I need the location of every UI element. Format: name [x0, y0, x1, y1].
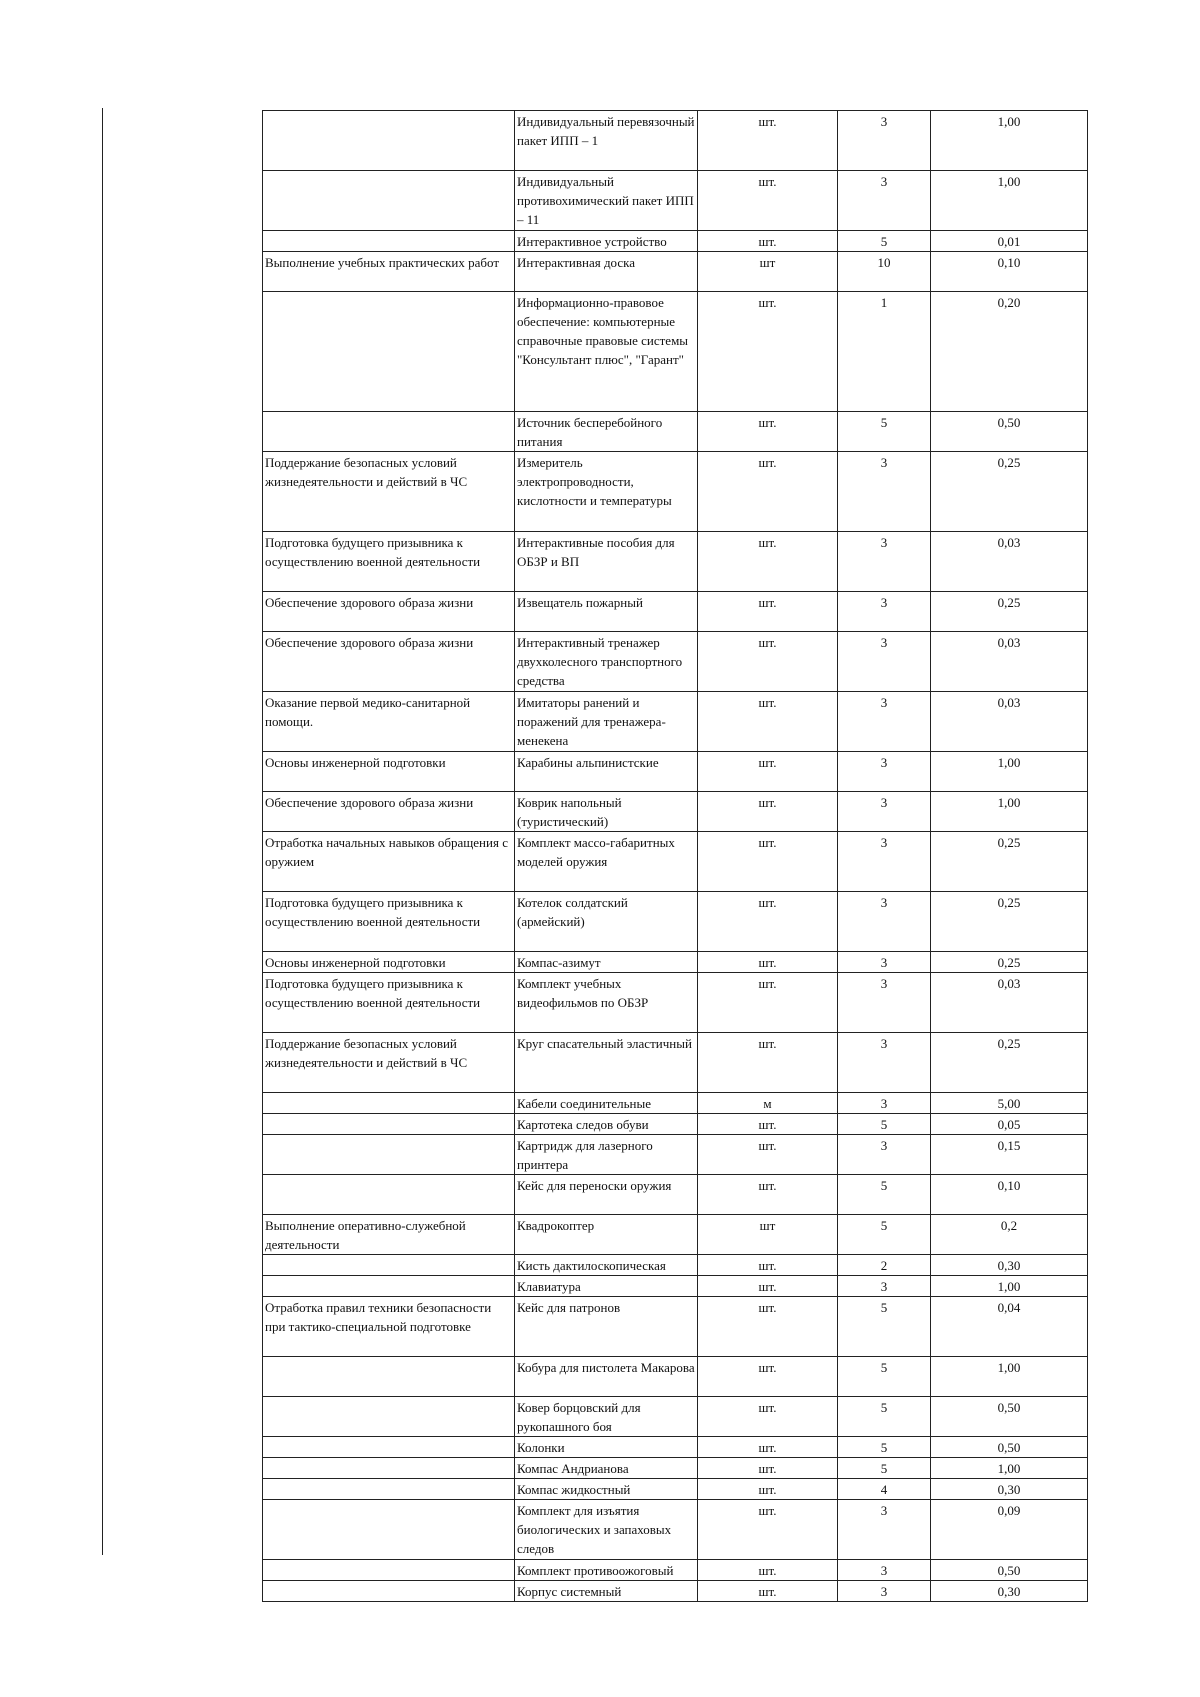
value-cell: 0,30 — [931, 1581, 1088, 1602]
purpose-cell: Подготовка будущего призывника к осуществлению военной деятельности — [263, 973, 515, 1033]
unit-cell: шт. — [698, 1479, 838, 1500]
table-row — [263, 952, 1088, 973]
item-name-cell: Картридж для лазерного принтера — [515, 1135, 698, 1175]
unit-cell: шт. — [698, 1033, 838, 1093]
purpose-cell: Обеспечение здорового образа жизни — [263, 632, 515, 692]
table-row — [263, 1135, 1088, 1175]
item-name-cell: Имитаторы ранений и поражений для тренажера-менекена — [515, 692, 698, 752]
item-name-cell: Индивидуальный противохимический пакет ИПП – 11 — [515, 171, 698, 231]
purpose-cell: Основы инженерной подготовки — [263, 752, 515, 792]
table-row — [263, 692, 1088, 752]
table-row — [263, 1093, 1088, 1114]
quantity-cell: 5 — [838, 1215, 931, 1255]
unit-cell: м — [698, 1093, 838, 1114]
quantity-cell: 3 — [838, 1276, 931, 1297]
table-row — [263, 171, 1088, 231]
item-name-cell: Коврик напольный (туристический) — [515, 792, 698, 832]
quantity-cell: 3 — [838, 452, 931, 532]
value-cell: 0,50 — [931, 412, 1088, 452]
purpose-cell — [263, 111, 515, 171]
unit-cell: шт — [698, 1215, 838, 1255]
quantity-cell: 3 — [838, 1560, 931, 1581]
quantity-cell: 3 — [838, 1033, 931, 1093]
unit-cell: шт. — [698, 1581, 838, 1602]
value-cell: 0,10 — [931, 1175, 1088, 1215]
item-name-cell: Интерактивные пособия для ОБЗР и ВП — [515, 532, 698, 592]
purpose-cell: Отработка правил техники безопасности при тактико-специальной подготовке — [263, 1297, 515, 1357]
table-row — [263, 1215, 1088, 1255]
item-name-cell: Интерактивное устройство — [515, 231, 698, 252]
value-cell: 0,03 — [931, 632, 1088, 692]
table-row — [263, 892, 1088, 952]
item-name-cell: Ковер борцовский для рукопашного боя — [515, 1397, 698, 1437]
table-row — [263, 1357, 1088, 1397]
value-cell: 0,04 — [931, 1297, 1088, 1357]
item-name-cell: Колонки — [515, 1437, 698, 1458]
item-name-cell: Компас-азимут — [515, 952, 698, 973]
table-row — [263, 1560, 1088, 1581]
item-name-cell: Измеритель электропроводности, кислотности и температуры — [515, 452, 698, 532]
quantity-cell: 3 — [838, 973, 931, 1033]
value-cell: 5,00 — [931, 1093, 1088, 1114]
quantity-cell: 4 — [838, 1479, 931, 1500]
item-name-cell: Клавиатура — [515, 1276, 698, 1297]
table-row — [263, 1255, 1088, 1276]
unit-cell: шт. — [698, 1458, 838, 1479]
quantity-cell: 5 — [838, 231, 931, 252]
table-row — [263, 592, 1088, 632]
unit-cell: шт. — [698, 1255, 838, 1276]
unit-cell: шт. — [698, 752, 838, 792]
item-name-cell: Квадрокоптер — [515, 1215, 698, 1255]
value-cell: 0,30 — [931, 1479, 1088, 1500]
value-cell: 0,25 — [931, 1033, 1088, 1093]
table-row — [263, 1397, 1088, 1437]
quantity-cell: 3 — [838, 592, 931, 632]
purpose-cell — [263, 1581, 515, 1602]
unit-cell: шт. — [698, 952, 838, 973]
item-name-cell: Кейс для патронов — [515, 1297, 698, 1357]
unit-cell: шт. — [698, 1560, 838, 1581]
value-cell: 0,50 — [931, 1437, 1088, 1458]
item-name-cell: Интерактивная доска — [515, 252, 698, 292]
value-cell: 0,25 — [931, 452, 1088, 532]
quantity-cell: 2 — [838, 1255, 931, 1276]
purpose-cell: Выполнение учебных практических работ — [263, 252, 515, 292]
table-row — [263, 792, 1088, 832]
item-name-cell: Индивидуальный перевязочный пакет ИПП – 1 — [515, 111, 698, 171]
quantity-cell: 5 — [838, 1437, 931, 1458]
unit-cell: шт. — [698, 1175, 838, 1215]
purpose-cell: Основы инженерной подготовки — [263, 952, 515, 973]
value-cell: 1,00 — [931, 792, 1088, 832]
purpose-cell: Обеспечение здорового образа жизни — [263, 592, 515, 632]
item-name-cell: Кейс для переноски оружия — [515, 1175, 698, 1215]
value-cell: 0,25 — [931, 952, 1088, 973]
purpose-cell — [263, 1114, 515, 1135]
item-name-cell: Котелок солдатский (армейский) — [515, 892, 698, 952]
unit-cell: шт. — [698, 592, 838, 632]
value-cell: 0,03 — [931, 532, 1088, 592]
quantity-cell: 3 — [838, 892, 931, 952]
table-row — [263, 832, 1088, 892]
unit-cell: шт. — [698, 1500, 838, 1560]
item-name-cell: Круг спасательный эластичный — [515, 1033, 698, 1093]
value-cell: 0,50 — [931, 1560, 1088, 1581]
value-cell: 0,2 — [931, 1215, 1088, 1255]
purpose-cell: Подготовка будущего призывника к осуществлению военной деятельности — [263, 892, 515, 952]
table-row — [263, 1581, 1088, 1602]
value-cell: 0,15 — [931, 1135, 1088, 1175]
unit-cell: шт — [698, 252, 838, 292]
purpose-cell — [263, 1458, 515, 1479]
table-row — [263, 532, 1088, 592]
item-name-cell: Извещатель пожарный — [515, 592, 698, 632]
value-cell: 0,25 — [931, 892, 1088, 952]
quantity-cell: 1 — [838, 292, 931, 412]
value-cell: 1,00 — [931, 752, 1088, 792]
purpose-cell — [263, 1276, 515, 1297]
quantity-cell: 5 — [838, 412, 931, 452]
purpose-cell — [263, 292, 515, 412]
purpose-cell — [263, 1255, 515, 1276]
purpose-cell — [263, 231, 515, 252]
item-name-cell: Комплект учебных видеофильмов по ОБЗР — [515, 973, 698, 1033]
purpose-cell — [263, 1357, 515, 1397]
quantity-cell: 3 — [838, 1581, 931, 1602]
table-row — [263, 1500, 1088, 1560]
equipment-table — [262, 110, 1088, 1602]
quantity-cell: 3 — [838, 752, 931, 792]
item-name-cell: Компас жидкостный — [515, 1479, 698, 1500]
purpose-cell: Поддержание безопасных условий жизнедеятельности и действий в ЧС — [263, 1033, 515, 1093]
purpose-cell — [263, 1135, 515, 1175]
item-name-cell: Кобура для пистолета Макарова — [515, 1357, 698, 1397]
quantity-cell: 3 — [838, 1093, 931, 1114]
item-name-cell: Картотека следов обуви — [515, 1114, 698, 1135]
purpose-cell — [263, 171, 515, 231]
table-row — [263, 111, 1088, 171]
equipment-table-body — [263, 111, 1088, 1602]
item-name-cell: Интерактивный тренажер двухколесного транспортного средства — [515, 632, 698, 692]
table-row — [263, 1297, 1088, 1357]
table-row — [263, 1175, 1088, 1215]
unit-cell: шт. — [698, 1114, 838, 1135]
item-name-cell: Кабели соединительные — [515, 1093, 698, 1114]
item-name-cell: Кисть дактилоскопическая — [515, 1255, 698, 1276]
quantity-cell: 3 — [838, 171, 931, 231]
table-row — [263, 452, 1088, 532]
quantity-cell: 5 — [838, 1458, 931, 1479]
value-cell: 0,03 — [931, 692, 1088, 752]
quantity-cell: 10 — [838, 252, 931, 292]
value-cell: 0,25 — [931, 832, 1088, 892]
purpose-cell — [263, 1093, 515, 1114]
value-cell: 0,20 — [931, 292, 1088, 412]
quantity-cell: 3 — [838, 952, 931, 973]
table-row — [263, 412, 1088, 452]
unit-cell: шт. — [698, 171, 838, 231]
table-row — [263, 1033, 1088, 1093]
purpose-cell — [263, 412, 515, 452]
table-row — [263, 1276, 1088, 1297]
item-name-cell: Комплект массо-габаритных моделей оружия — [515, 832, 698, 892]
value-cell: 1,00 — [931, 1357, 1088, 1397]
table-row — [263, 292, 1088, 412]
purpose-cell — [263, 1175, 515, 1215]
quantity-cell: 3 — [838, 792, 931, 832]
value-cell: 0,01 — [931, 231, 1088, 252]
quantity-cell: 3 — [838, 832, 931, 892]
table-row — [263, 632, 1088, 692]
value-cell: 0,50 — [931, 1397, 1088, 1437]
table-row — [263, 752, 1088, 792]
purpose-cell — [263, 1437, 515, 1458]
purpose-cell — [263, 1560, 515, 1581]
unit-cell: шт. — [698, 832, 838, 892]
value-cell: 1,00 — [931, 1458, 1088, 1479]
purpose-cell: Выполнение оперативно-служебной деятельности — [263, 1215, 515, 1255]
item-name-cell: Комплект для изъятия биологических и запаховых следов — [515, 1500, 698, 1560]
quantity-cell: 5 — [838, 1175, 931, 1215]
quantity-cell: 3 — [838, 111, 931, 171]
table-row — [263, 231, 1088, 252]
purpose-cell: Отработка начальных навыков обращения с оружием — [263, 832, 515, 892]
value-cell: 0,30 — [931, 1255, 1088, 1276]
unit-cell: шт. — [698, 973, 838, 1033]
item-name-cell: Компас Андрианова — [515, 1458, 698, 1479]
quantity-cell: 5 — [838, 1297, 931, 1357]
value-cell: 0,05 — [931, 1114, 1088, 1135]
table-row — [263, 1479, 1088, 1500]
unit-cell: шт. — [698, 892, 838, 952]
unit-cell: шт. — [698, 231, 838, 252]
unit-cell: шт. — [698, 532, 838, 592]
purpose-cell — [263, 1479, 515, 1500]
table-row — [263, 1437, 1088, 1458]
item-name-cell: Информационно-правовое обеспечение: компьютерные справочные правовые системы "Консультант плюс", "Гарант" — [515, 292, 698, 412]
unit-cell: шт. — [698, 412, 838, 452]
value-cell: 0,09 — [931, 1500, 1088, 1560]
purpose-cell — [263, 1397, 515, 1437]
unit-cell: шт. — [698, 1437, 838, 1458]
item-name-cell: Карабины альпинистские — [515, 752, 698, 792]
table-row — [263, 1458, 1088, 1479]
unit-cell: шт. — [698, 292, 838, 412]
left-margin-rule — [102, 108, 103, 1555]
unit-cell: шт. — [698, 692, 838, 752]
unit-cell: шт. — [698, 1276, 838, 1297]
unit-cell: шт. — [698, 111, 838, 171]
purpose-cell: Подготовка будущего призывника к осуществлению военной деятельности — [263, 532, 515, 592]
value-cell: 1,00 — [931, 171, 1088, 231]
value-cell: 0,10 — [931, 252, 1088, 292]
quantity-cell: 5 — [838, 1397, 931, 1437]
quantity-cell: 3 — [838, 532, 931, 592]
value-cell: 0,03 — [931, 973, 1088, 1033]
value-cell: 0,25 — [931, 592, 1088, 632]
item-name-cell: Корпус системный — [515, 1581, 698, 1602]
unit-cell: шт. — [698, 1397, 838, 1437]
table-row — [263, 252, 1088, 292]
item-name-cell: Комплект противоожоговый — [515, 1560, 698, 1581]
unit-cell: шт. — [698, 452, 838, 532]
value-cell: 1,00 — [931, 111, 1088, 171]
table-row — [263, 1114, 1088, 1135]
item-name-cell: Источник бесперебойного питания — [515, 412, 698, 452]
quantity-cell: 3 — [838, 632, 931, 692]
quantity-cell: 3 — [838, 1135, 931, 1175]
unit-cell: шт. — [698, 1357, 838, 1397]
unit-cell: шт. — [698, 792, 838, 832]
table-row — [263, 973, 1088, 1033]
quantity-cell: 3 — [838, 1500, 931, 1560]
purpose-cell: Оказание первой медико-санитарной помощи. — [263, 692, 515, 752]
purpose-cell: Поддержание безопасных условий жизнедеятельности и действий в ЧС — [263, 452, 515, 532]
unit-cell: шт. — [698, 632, 838, 692]
purpose-cell — [263, 1500, 515, 1560]
unit-cell: шт. — [698, 1297, 838, 1357]
quantity-cell: 3 — [838, 692, 931, 752]
purpose-cell: Обеспечение здорового образа жизни — [263, 792, 515, 832]
unit-cell: шт. — [698, 1135, 838, 1175]
quantity-cell: 5 — [838, 1357, 931, 1397]
value-cell: 1,00 — [931, 1276, 1088, 1297]
quantity-cell: 5 — [838, 1114, 931, 1135]
